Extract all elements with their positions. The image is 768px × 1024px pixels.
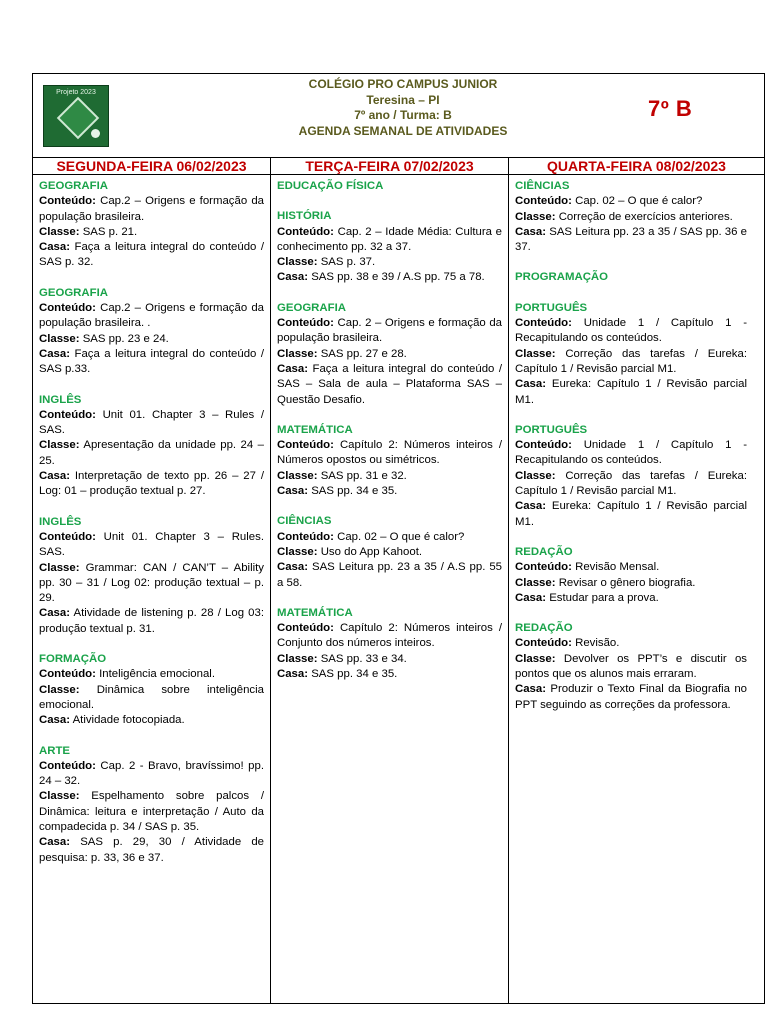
activity-text: Dinâmica sobre inteligência emocional.: [39, 683, 264, 711]
activity-text: Cap. 2 – Origens e formação da população brasileira.: [277, 317, 502, 345]
activity-label: Classe:: [515, 210, 556, 223]
activity-text: SAS pp. 31 e 32.: [317, 469, 407, 482]
activity-label: Conteúdo:: [39, 408, 96, 421]
activity-label: Conteúdo:: [515, 317, 572, 330]
column-divider: [508, 157, 509, 1003]
activity-line: [515, 591, 747, 606]
activity-text: Interpretação de texto pp. 26 – 27 / Log: 01 – produção textual p. 27.: [39, 470, 264, 498]
activity-label: Classe:: [277, 256, 318, 269]
activity-text: Eureka: Capítulo 1 / Revisão parcial M1.: [515, 500, 747, 528]
activity-label: Classe:: [277, 469, 318, 482]
activity-line: [515, 347, 747, 378]
activity-text: Atividade fotocopiada.: [70, 714, 185, 727]
activity-line: [277, 270, 502, 285]
activity-label: Casa:: [515, 683, 547, 696]
activity-label: Classe:: [39, 332, 80, 345]
activity-line: [277, 484, 502, 499]
activity-line: [515, 499, 747, 530]
activity-label: Casa:: [277, 271, 309, 284]
activity-line: [515, 469, 747, 500]
activity-text: Cap.2 – Origens e formação da população brasileira.: [39, 195, 264, 223]
activity-label: Conteúdo:: [515, 637, 572, 650]
activity-line: [39, 789, 264, 835]
activity-label: Conteúdo:: [277, 439, 334, 452]
day-tuesday: TERÇA-FEIRA 07/02/2023: [305, 158, 474, 174]
activity-label: Conteúdo:: [515, 195, 572, 208]
activity-line: [515, 210, 747, 225]
activity-text: Correção das tarefas / Eureka: Capítulo 1 / Revisão parcial M1.: [515, 469, 747, 498]
activity-label: Casa:: [39, 836, 71, 849]
activity-text: Produzir o Texto Final da Biografia no PPT seguindo as correções da professora.: [515, 683, 747, 711]
activity-text: Capítulo 2: Números inteiros / Conjunto dos números inteiros.: [277, 622, 502, 650]
class-badge: 7º B: [648, 96, 693, 121]
activity-text: SAS Leitura pp. 23 a 35 / SAS pp. 36 e 37.: [515, 225, 747, 254]
activity-line: [277, 530, 502, 545]
activity-line: [277, 316, 502, 347]
subject-heading: ARTE: [39, 744, 71, 757]
activity-line: [515, 225, 747, 256]
activity-label: Conteúdo:: [39, 195, 96, 208]
activity-line: [277, 560, 502, 591]
subject-heading: REDAÇÃO: [515, 622, 573, 635]
activity-label: Conteúdo:: [515, 439, 572, 452]
subject-heading: EDUCAÇÃO FÍSICA: [277, 180, 384, 192]
activity-line: [277, 621, 502, 652]
activity-label: Classe:: [277, 545, 318, 558]
activity-line: [515, 682, 747, 713]
activity-text: SAS p. 21.: [79, 225, 138, 238]
activity-line: [277, 255, 502, 270]
wednesday-column: [515, 179, 747, 713]
activity-text: Apresentação da unidade pp. 24 – 25.: [39, 439, 264, 467]
activity-line: [39, 301, 264, 332]
activity-text: Unit 01. Chapter 3 – Rules. SAS.: [39, 530, 264, 559]
activity-line: [39, 332, 264, 347]
activity-label: Classe:: [515, 347, 556, 360]
header-text: [223, 77, 583, 139]
activity-text: Grammar: CAN / CAN’T – Ability pp. 30 – 31 / Log 02: produção textual – p. 29.: [39, 561, 264, 605]
activity-text: Atividade de listening p. 28 / Log 03: produção textual p. 31.: [39, 607, 264, 635]
activity-label: Casa:: [515, 225, 547, 238]
activity-label: Casa:: [39, 470, 71, 483]
activity-line: [39, 606, 264, 637]
activity-line: [277, 225, 502, 256]
logo-year: Projeto 2023: [56, 89, 96, 96]
activity-line: [515, 438, 747, 469]
activity-line: [515, 377, 747, 408]
activity-text: Capítulo 2: Números inteiros / Números opostos ou simétricos.: [277, 439, 502, 467]
activity-text: Estudar para a prova.: [546, 591, 659, 604]
activity-text: Cap. 2 - Bravo, bravíssimo! pp. 24 – 32.: [39, 759, 264, 788]
activity-line: [277, 469, 502, 484]
activity-text: Faça a leitura integral do conteúdo / SAS p.33.: [39, 347, 264, 376]
activity-line: [515, 636, 747, 651]
activity-label: Conteúdo:: [277, 530, 334, 543]
activity-text: Revisão Mensal.: [571, 561, 660, 574]
activity-line: [515, 576, 747, 591]
monday-column: [39, 179, 264, 866]
activity-text: SAS Leitura pp. 23 a 35 / A.S pp. 55 a 58.: [277, 561, 502, 589]
activity-text: SAS p. 29, 30 / Atividade de pesquisa: p. 33, 36 e 37.: [39, 836, 264, 864]
activity-label: Conteúdo:: [39, 530, 96, 543]
logo-seal-icon: [91, 129, 100, 138]
activity-label: Classe:: [39, 561, 80, 574]
activity-line: [277, 362, 502, 408]
day-monday: SEGUNDA-FEIRA 06/02/2023: [56, 158, 247, 174]
activity-line: [277, 347, 502, 362]
activity-label: Classe:: [39, 683, 80, 696]
activity-label: Classe:: [515, 469, 556, 482]
activity-text: Eureka: Capítulo 1 / Revisão parcial M1.: [515, 378, 747, 406]
subject-heading: FORMAÇÃO: [39, 653, 107, 666]
activity-line: [515, 560, 747, 575]
activity-text: Cap.2 – Origens e formação da população brasileira. .: [39, 302, 264, 330]
activity-line: [39, 347, 264, 378]
activity-line: [39, 408, 264, 439]
activity-text: Uso do App Kahoot.: [317, 545, 423, 558]
activity-text: SAS pp. 23 e 24.: [79, 332, 169, 345]
activity-text: Faça a leitura integral do conteúdo / SAS p. 32.: [39, 241, 264, 269]
subject-heading: HISTÓRIA: [277, 210, 332, 223]
activity-label: Classe:: [515, 576, 556, 589]
activity-text: Inteligência emocional.: [95, 668, 215, 681]
activity-label: Conteúdo:: [277, 317, 334, 330]
subject-heading: GEOGRAFIA: [277, 301, 346, 314]
activity-line: [39, 713, 264, 728]
subject-heading: MATEMÁTICA: [277, 423, 353, 436]
grade-class: 7º ano / Turma: B: [354, 108, 452, 122]
agenda-header: [33, 74, 764, 157]
activity-label: Classe:: [515, 652, 556, 665]
activity-text: Unidade 1 / Capítulo 1 - Recapitulando os conteúdos.: [515, 317, 747, 345]
activity-text: SAS pp. 27 e 28.: [317, 347, 407, 360]
activity-text: Cap. 2 – Idade Média: Cultura e conhecimento pp. 32 a 37.: [277, 225, 502, 253]
agenda-title: AGENDA SEMANAL DE ATIVIDADES: [298, 123, 508, 138]
activity-label: Conteúdo:: [39, 759, 96, 772]
school-city: Teresina – PI: [366, 92, 440, 107]
activity-label: Casa:: [39, 607, 71, 620]
activity-text: Correção das tarefas / Eureka: Capítulo 1 / Revisão parcial M1.: [515, 347, 747, 375]
activity-label: Conteúdo:: [277, 225, 334, 238]
activity-line: [515, 194, 747, 209]
activity-line: [39, 530, 264, 561]
activity-line: [39, 469, 264, 500]
activity-line: [39, 240, 264, 271]
activity-text: SAS pp. 33 e 34.: [317, 652, 407, 665]
activity-text: Devolver os PPT’s e discutir os pontos que os alunos mais erraram.: [515, 652, 747, 681]
school-logo: [43, 85, 109, 147]
subject-heading: CIÊNCIAS: [515, 180, 570, 192]
activity-label: Classe:: [39, 439, 80, 452]
activity-line: [39, 225, 264, 240]
subject-heading: PROGRAMAÇÃO: [515, 271, 609, 284]
activity-label: Classe:: [277, 347, 318, 360]
activity-line: [39, 667, 264, 682]
subject-heading: GEOGRAFIA: [39, 180, 108, 192]
activity-line: [277, 652, 502, 667]
activity-line: [277, 667, 502, 682]
activity-text: Espelhamento sobre palcos / Dinâmica: leitura e interpretação / Auto da compadecida p. 34 / SAS p. 35.: [39, 790, 264, 833]
activity-label: Casa:: [515, 591, 547, 604]
day-header-row: [33, 157, 764, 175]
activity-label: Casa:: [39, 347, 71, 360]
subject-heading: INGLÊS: [39, 515, 82, 528]
activity-text: Revisão.: [571, 637, 620, 650]
activity-label: Casa:: [277, 668, 309, 681]
activity-label: Conteúdo:: [515, 561, 572, 574]
activity-label: Casa:: [39, 714, 71, 727]
subject-heading: PORTUGUÊS: [515, 423, 588, 436]
activity-text: Cap. 02 – O que é calor?: [571, 195, 703, 208]
column-divider: [270, 157, 271, 1003]
activity-text: Unit 01. Chapter 3 – Rules / SAS.: [39, 408, 264, 437]
subject-heading: MATEMÁTICA: [277, 606, 353, 619]
activity-line: [39, 438, 264, 469]
tuesday-column: [277, 179, 502, 682]
activity-line: [39, 835, 264, 866]
activity-text: SAS p. 37.: [317, 256, 376, 269]
activity-line: [515, 652, 747, 683]
activity-text: Revisar o gênero biografia.: [555, 576, 696, 589]
activity-label: Classe:: [39, 790, 80, 803]
activity-label: Casa:: [277, 485, 309, 498]
subject-heading: REDAÇÃO: [515, 545, 573, 558]
activity-text: SAS pp. 38 e 39 / A.S pp. 75 a 78.: [308, 271, 485, 284]
activity-label: Casa:: [277, 561, 309, 574]
activity-text: SAS pp. 34 e 35.: [308, 668, 398, 681]
activity-label: Casa:: [39, 241, 71, 254]
activity-label: Casa:: [277, 362, 309, 375]
activity-line: [39, 194, 264, 225]
agenda-sheet: [32, 73, 765, 1004]
activity-line: [39, 683, 264, 714]
activity-text: Unidade 1 / Capítulo 1 - Recapitulando os conteúdos.: [515, 439, 747, 467]
activity-line: [515, 316, 747, 347]
subject-heading: GEOGRAFIA: [39, 286, 108, 299]
activity-label: Classe:: [277, 652, 318, 665]
activity-text: Faça a leitura integral do conteúdo / SAS – Sala de aula – Plataforma SAS – Questão Desafio.: [277, 362, 502, 406]
activity-label: Classe:: [39, 225, 80, 238]
subject-heading: PORTUGUÊS: [515, 301, 588, 314]
activity-text: Cap. 02 – O que é calor?: [333, 530, 465, 543]
activity-label: Conteúdo:: [277, 622, 334, 635]
activity-line: [277, 438, 502, 469]
activity-label: Casa:: [515, 378, 547, 391]
subject-heading: INGLÊS: [39, 393, 82, 406]
activity-label: Casa:: [515, 500, 547, 513]
subject-heading: CIÊNCIAS: [277, 515, 332, 528]
activity-text: Correção de exercícios anteriores.: [555, 210, 733, 223]
activity-line: [277, 545, 502, 560]
activity-line: [39, 759, 264, 790]
activity-label: Conteúdo:: [39, 302, 96, 315]
school-name: COLÉGIO PRO CAMPUS JUNIOR: [308, 77, 498, 91]
activity-text: SAS pp. 34 e 35.: [308, 485, 398, 498]
activity-label: Conteúdo:: [39, 668, 96, 681]
activity-line: [39, 561, 264, 607]
day-wednesday: QUARTA-FEIRA 08/02/2023: [547, 158, 726, 174]
